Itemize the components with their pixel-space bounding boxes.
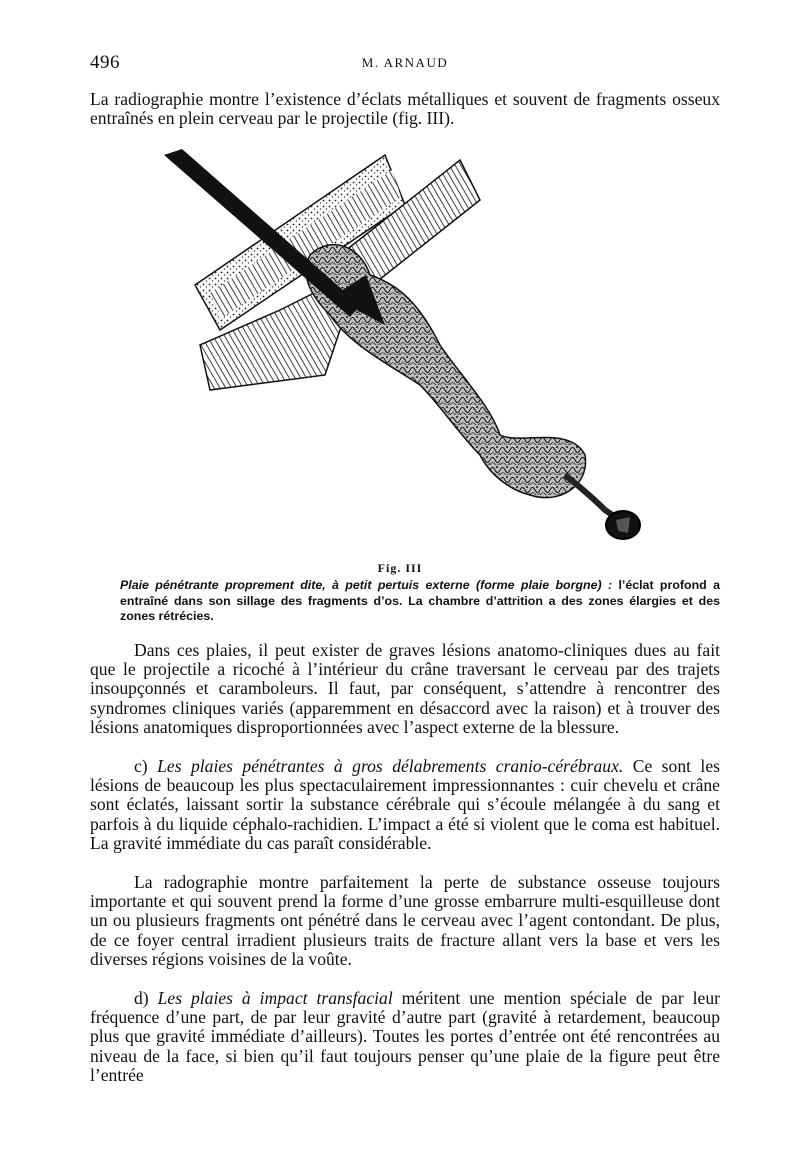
paragraph-2-prefix: c) bbox=[134, 756, 158, 776]
caption-text: l’éclat profond a entraîné dans son sillage des fragments d’os. La chambre d’attrition a des zones élargies et des zones rétrécies. bbox=[120, 578, 720, 623]
page-number: 496 bbox=[90, 52, 120, 73]
paragraph-4-text: méritent une mention spéciale de par leur fréquence d’une part, de par leur gravité d’autre part (gravité à retardement, beaucoup plus que gravité immédiate d’ailleurs). Toutes les portes d’entrée ont été rencontrées au niveau de la face, si bien qu’il faut toujours penser qu’une plaie de la figure peut être l’entrée bbox=[90, 988, 721, 1085]
intro-paragraph: La radiographie montre l’existence d’éclats métalliques et souvent de fragments osseux entraînés en plein cerveau par le projectile (fig. III). bbox=[90, 89, 720, 129]
caption-italic: Plaie pénétrante proprement dite, à petit pertuis externe (forme plaie borgne) : bbox=[120, 578, 613, 592]
paragraph-4 bbox=[90, 989, 720, 1085]
paragraph-2-heading: Les plaies pénétrantes à gros délabrements cranio-cérébraux. bbox=[157, 756, 624, 776]
author-name: M. ARNAUD bbox=[361, 55, 449, 70]
figure-illustration bbox=[160, 145, 650, 555]
wound-track bbox=[306, 245, 585, 498]
paragraph-2-text: Ce sont les lésions de beaucoup les plus spectaculairement impressionnantes : cuir chevelu et crâne sont éclatés, laissant sortir la substance cérébrale qui s’écoule mélangée à du sang et parfois à du liquide céphalo-rachidien. L’impact a été si violent que le coma est habituel. La gravité immédiate du cas paraît considérable. bbox=[90, 756, 720, 853]
paragraph-1: Dans ces plaies, il peut exister de graves lésions anatomo-cliniques dues au fait que le projectile a ricoché à l’intérieur du crâne traversant le cerveau par des trajets insoupçonnés et caramboleurs. Il faut, par conséquent, s’attendre à rencontrer des syndromes cliniques variés (apparemment en désaccord avec la raison) et à trouver des lésions anatomiques disproportionnées avec l’aspect externe de la blessure. bbox=[90, 640, 720, 737]
figure-caption bbox=[120, 578, 720, 625]
paragraph-4-heading: Les plaies à impact transfacial bbox=[157, 988, 393, 1008]
running-header bbox=[90, 52, 720, 76]
paragraph-4-prefix: d) bbox=[134, 988, 158, 1008]
paragraph-2 bbox=[90, 757, 720, 853]
paragraph-3: La radographie montre parfaitement la perte de substance osseuse toujours importante et qui souvent prend la forme d’une grosse embarrure multi-esquilleuse dont un ou plusieurs fragments ont pénétré dans le cerveau avec l’agent contondant. De plus, de ce foyer central irradient plusieurs traits de fracture allant vers la base et vers les diverses régions voisines de la voûte. bbox=[90, 872, 720, 969]
figure-label: Fig. III bbox=[377, 561, 423, 575]
